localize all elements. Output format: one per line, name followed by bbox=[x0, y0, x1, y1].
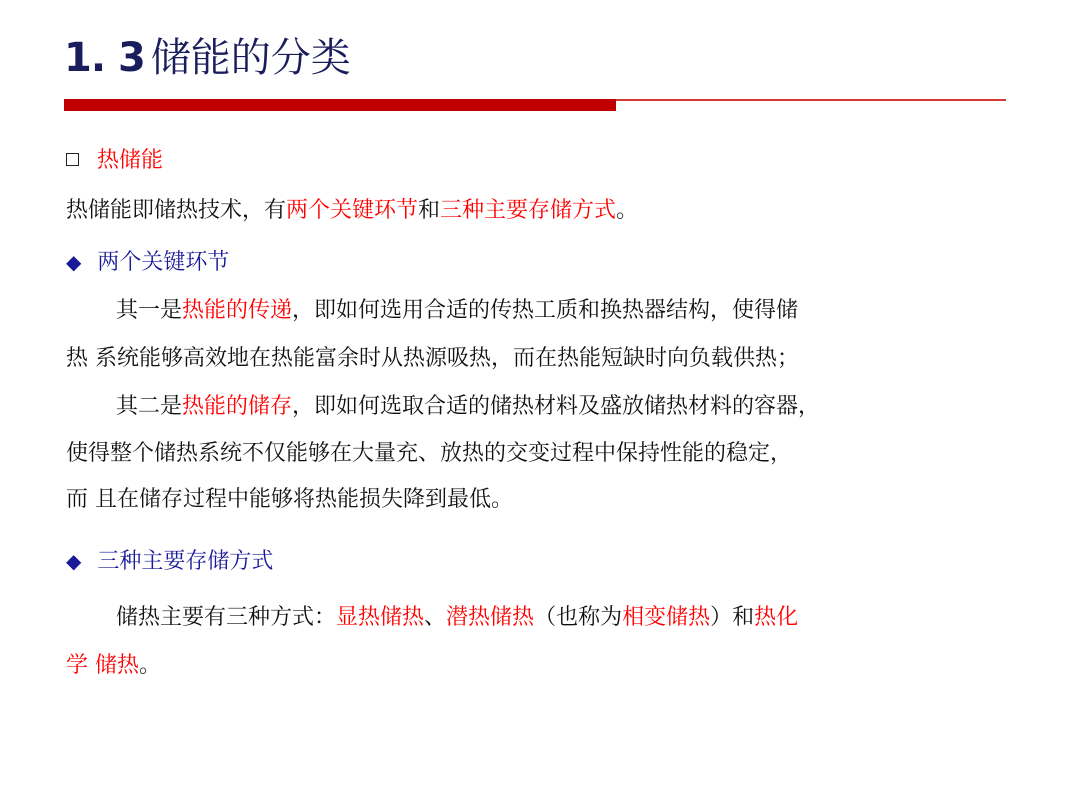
title-number: 1. 3 bbox=[64, 35, 145, 81]
diamond-icon: ◆ bbox=[66, 250, 82, 274]
p2-highlight: 热能的储存 bbox=[182, 394, 293, 419]
p3-highlight-4: 热化 bbox=[754, 605, 799, 630]
p2-line-1 bbox=[116, 392, 820, 422]
p3-sep: 、 bbox=[424, 605, 447, 630]
subheading-2-text: 三种主要存储方式 bbox=[97, 549, 274, 574]
p2-line-3: 而 且在储存过程中能够将热能损失降到最低。 bbox=[66, 487, 513, 512]
intro-suffix: 。 bbox=[616, 198, 639, 223]
subheading-1 bbox=[66, 247, 229, 278]
p3-line2-highlight: 学 储热 bbox=[66, 653, 139, 678]
p1-line-1 bbox=[116, 296, 798, 326]
p1-highlight: 热能的传递 bbox=[182, 298, 293, 323]
diamond-icon: ◆ bbox=[66, 549, 82, 573]
p3-prefix: 储热主要有三种方式： bbox=[116, 605, 337, 630]
subheading-2 bbox=[66, 546, 273, 577]
p3-line2-end: 。 bbox=[139, 653, 162, 678]
subheading-1-text: 两个关键环节 bbox=[97, 250, 230, 275]
intro-highlight-2: 三种主要存储方式 bbox=[440, 198, 617, 223]
page-title bbox=[64, 26, 351, 83]
square-outline-icon bbox=[66, 153, 79, 166]
title-underline-thin bbox=[616, 99, 1006, 101]
p3-highlight-2: 潜热储热 bbox=[446, 605, 535, 630]
title-underline-thick bbox=[64, 99, 616, 111]
intro-highlight-1: 两个关键环节 bbox=[286, 198, 419, 223]
section-heading-text: 热储能 bbox=[97, 148, 164, 173]
p3-line-2 bbox=[66, 651, 161, 681]
intro-prefix: 热储能即储热技术，有 bbox=[66, 198, 287, 223]
p3-highlight-3: 相变储热 bbox=[622, 605, 711, 630]
section-heading bbox=[66, 146, 163, 176]
p2-line-2: 使得整个储热系统不仅能够在大量充、放热的交变过程中保持性能的稳定， bbox=[66, 441, 793, 466]
p1-prefix: 其一是 bbox=[116, 298, 183, 323]
p1-rest: ，即如何选用合适的传热工质和换热器结构，使得储 bbox=[292, 298, 799, 323]
title-text: 储能的分类 bbox=[150, 35, 351, 81]
p2-prefix: 其二是 bbox=[116, 394, 183, 419]
p1-line-2: 热 系统能够高效地在热能富余时从热源吸热，而在热能短缺时向负载供热； bbox=[66, 346, 799, 371]
p3-mid-2: ）和 bbox=[710, 605, 755, 630]
p2-rest: ，即如何选取合适的储热材料及盛放储热材料的容器， bbox=[292, 394, 821, 419]
intro-mid: 和 bbox=[418, 198, 441, 223]
p3-line-1 bbox=[116, 603, 798, 633]
p3-mid: （也称为 bbox=[534, 605, 623, 630]
p3-highlight-1: 显热储热 bbox=[336, 605, 425, 630]
intro-line bbox=[66, 196, 638, 226]
